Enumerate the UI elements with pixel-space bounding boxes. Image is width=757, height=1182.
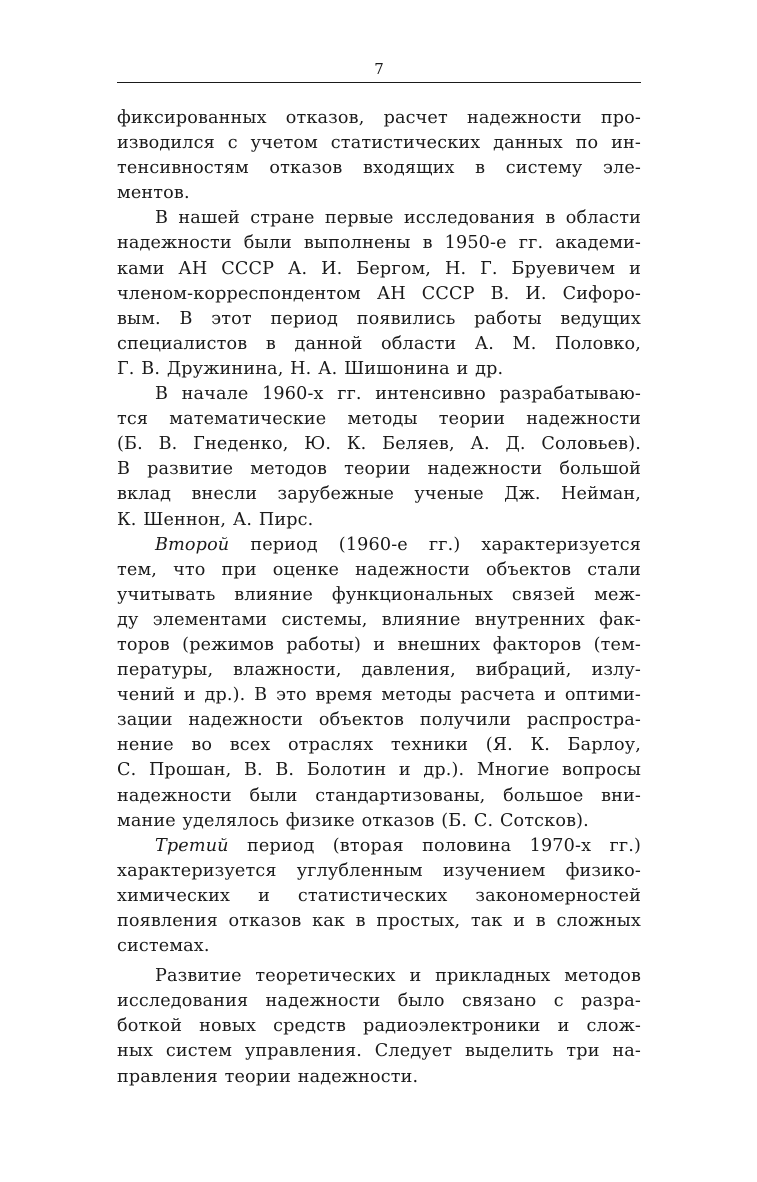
- text-line: Развитие теоретических и прикладных методов: [155, 966, 641, 987]
- text-line: учитывать влияние функциональных связей меж-: [117, 584, 641, 605]
- text-line: характеризуется углубленным изучением физико-: [117, 860, 641, 881]
- page-header: [117, 58, 641, 84]
- text-line: (Б. В. Гнеденко, Ю. К. Беляев, А. Д. Соловьев).: [117, 434, 641, 455]
- text-line: вклад внесли зарубежные ученые Дж. Нейман,: [117, 484, 641, 505]
- text-line: специалистов в данной области А. М. Половко,: [117, 333, 641, 354]
- text-line: С. Прошан, В. В. Болотин и др.). Многие вопросы: [117, 760, 641, 781]
- text-line: ками АН СССР А. И. Бергом, Н. Г. Бруевичем и: [117, 258, 641, 279]
- text-line: пературы, влажности, давления, вибраций, излу-: [117, 660, 641, 681]
- text-line: В начале 1960-х гг. интенсивно разрабатываю-: [155, 384, 641, 405]
- paragraph-6: [117, 964, 641, 1089]
- text-line-with-lead: [117, 834, 641, 859]
- text-line: надежности были стандартизованы, большое вни-: [117, 785, 641, 806]
- page-number: 7: [374, 60, 384, 78]
- text-line: изводился с учетом статистических данных по ин-: [117, 133, 641, 154]
- italic-lead: Второй: [155, 534, 230, 555]
- text-line: К. Шеннон, А. Пирс.: [117, 509, 314, 530]
- paragraph-3: [117, 382, 641, 533]
- text-line: ментов.: [117, 183, 190, 204]
- text-line: В развитие методов теории надежности большой: [117, 459, 641, 480]
- text-line: тем, что при оценке надежности объектов стали: [117, 559, 641, 580]
- header-rule: [117, 82, 641, 83]
- text-line: исследования надежности было связано с разра-: [117, 991, 641, 1012]
- body-text: [117, 106, 641, 1090]
- text-line: системах.: [117, 936, 210, 957]
- paragraph-5: [117, 834, 641, 959]
- text-line: боткой новых средств радиоэлектроники и слож-: [117, 1016, 641, 1037]
- text-line: нение во всех отраслях техники (Я. К. Барлоу,: [117, 735, 641, 756]
- paragraph-1: [117, 106, 641, 206]
- text-line: появления отказов как в простых, так и в сложных: [117, 911, 641, 931]
- text-line: фиксированных отказов, расчет надежности про-: [117, 108, 641, 128]
- text-line: Г. В. Дружинина, Н. А. Шишонина и др.: [117, 358, 504, 379]
- text-line-rest: период (вторая половина 1970-х гг.): [228, 835, 641, 856]
- text-line: вым. В этот период появились работы ведущих: [117, 308, 641, 329]
- paragraph-2: [117, 206, 641, 382]
- text-line: В нашей стране первые исследования в области: [155, 208, 641, 229]
- text-line: ду элементами системы, влияние внутренних фак-: [117, 609, 641, 630]
- text-line: химических и статистических закономерностей: [117, 885, 641, 906]
- text-line: чений и др.). В это время методы расчета и оптими-: [117, 685, 641, 706]
- text-line: ных систем управления. Следует выделить три на-: [117, 1041, 641, 1062]
- italic-lead: Третий: [155, 835, 229, 856]
- text-line: тся математические методы теории надежности: [117, 409, 641, 430]
- text-line-rest: период (1960-е гг.) характеризуется: [229, 534, 641, 555]
- text-line: зации надежности объектов получили распростра-: [117, 710, 641, 731]
- text-line: правления теории надежности.: [117, 1066, 419, 1087]
- text-line: надежности были выполнены в 1950-е гг. академи-: [117, 233, 641, 254]
- paragraph-4: [117, 533, 641, 834]
- text-line: тенсивностям отказов входящих в систему эле-: [117, 158, 641, 179]
- text-line: мание уделялось физике отказов (Б. С. Сотсков).: [117, 810, 589, 831]
- text-line-with-lead: [117, 533, 641, 558]
- text-line: членом-корреспондентом АН СССР В. И. Сифоро-: [117, 283, 641, 304]
- text-line: торов (режимов работы) и внешних факторов (тем-: [117, 634, 641, 655]
